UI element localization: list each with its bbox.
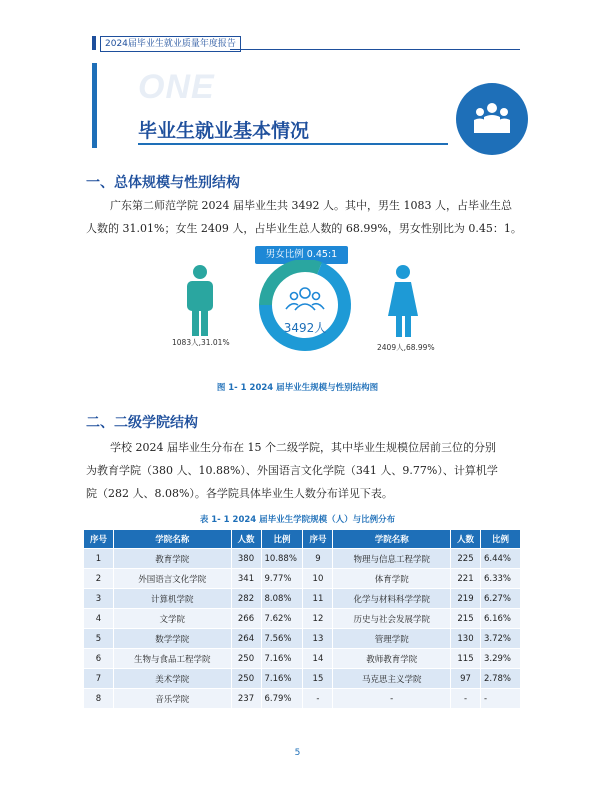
cell-ratio: 9.77% [261, 569, 303, 589]
cell-college: 化学与材料科学学院 [333, 589, 451, 609]
section-2-paragraph-line-1: 学校 2024 届毕业生分布在 15 个二级学院，其中毕业生规模位居前三位的分别 [110, 441, 496, 454]
male-icon [187, 265, 213, 336]
header-ratio: 比例 [261, 530, 303, 549]
cell-ratio: 7.62% [261, 609, 303, 629]
chapter-title: 毕业生就业基本情况 [138, 120, 310, 142]
cell-count: 219 [451, 589, 481, 609]
cell-count: 250 [231, 649, 261, 669]
cell-college: 美术学院 [113, 669, 231, 689]
table-caption: 表 1- 1 2024 届毕业生学院规模（人）与比例分布 [199, 515, 396, 525]
header-accent-bar [92, 36, 96, 50]
cell-count: 250 [231, 669, 261, 689]
table-row [84, 549, 521, 569]
table-row [84, 689, 521, 709]
cell-index: 7 [84, 669, 114, 689]
cell-count: 237 [231, 689, 261, 709]
table-row [84, 609, 521, 629]
cell-ratio: 7.16% [261, 669, 303, 689]
header-index: 序号 [84, 530, 114, 549]
cell-college: 外国语言文化学院 [113, 569, 231, 589]
table-row [84, 569, 521, 589]
cell-index: 1 [84, 549, 114, 569]
table-header-row [84, 530, 521, 549]
table-row [84, 589, 521, 609]
cell-count: 225 [451, 549, 481, 569]
cell-index: 8 [84, 689, 114, 709]
cell-index: 12 [303, 609, 333, 629]
cell-index: 6 [84, 649, 114, 669]
cell-college: 教师教育学院 [333, 649, 451, 669]
cell-college: 文学院 [113, 609, 231, 629]
figure-caption: 图 1- 1 2024 届毕业生规模与性别结构图 [216, 383, 379, 393]
cell-count: 221 [451, 569, 481, 589]
header-rule [230, 49, 520, 50]
people-group-icon [456, 83, 528, 155]
gender-ratio-badge: 男女比例 0.45:1 [255, 246, 348, 264]
header-index: 序号 [303, 530, 333, 549]
cell-count: - [451, 689, 481, 709]
report-header-title: 2024届毕业生就业质量年度报告 [100, 36, 241, 52]
cell-college: 历史与社会发展学院 [333, 609, 451, 629]
cell-ratio: 7.16% [261, 649, 303, 669]
section-2-title: 二、二级学院结构 [86, 415, 198, 431]
header-count: 人数 [451, 530, 481, 549]
cell-college: 生物与食品工程学院 [113, 649, 231, 669]
cell-college: 音乐学院 [113, 689, 231, 709]
cell-ratio: 6.16% [480, 609, 520, 629]
cell-index: - [303, 689, 333, 709]
section-2-paragraph-line-2: 为教育学院（380 人、10.88%）、外国语言文化学院（341 人、9.77%）、计算机学 [86, 464, 498, 477]
cell-count: 130 [451, 629, 481, 649]
cell-index: 14 [303, 649, 333, 669]
cell-count: 215 [451, 609, 481, 629]
cell-index: 2 [84, 569, 114, 589]
chapter-underline [138, 143, 448, 145]
header-ratio: 比例 [480, 530, 520, 549]
page-number: 5 [294, 748, 301, 758]
header-college: 学院名称 [333, 530, 451, 549]
cell-index: 3 [84, 589, 114, 609]
cell-count: 380 [231, 549, 261, 569]
cell-index: 11 [303, 589, 333, 609]
section-2-paragraph-line-3: 院（282 人、8.08%）。各学院具体毕业生人数分布详见下表。 [86, 487, 393, 500]
cell-ratio: 6.44% [480, 549, 520, 569]
people-outline-icon [286, 288, 324, 310]
cell-count: 266 [231, 609, 261, 629]
cell-ratio: 10.88% [261, 549, 303, 569]
cell-count: 97 [451, 669, 481, 689]
cell-ratio: 6.27% [480, 589, 520, 609]
cell-college: 数学学院 [113, 629, 231, 649]
cell-count: 341 [231, 569, 261, 589]
cell-index: 10 [303, 569, 333, 589]
cell-ratio: 3.29% [480, 649, 520, 669]
cell-index: 4 [84, 609, 114, 629]
cell-ratio: 6.33% [480, 569, 520, 589]
cell-ratio: 6.79% [261, 689, 303, 709]
cell-ratio: - [480, 689, 520, 709]
male-value-label: 1083人,31.01% [172, 338, 230, 347]
section-1-title: 一、总体规模与性别结构 [86, 175, 240, 191]
cell-count: 282 [231, 589, 261, 609]
cell-college: 教育学院 [113, 549, 231, 569]
cell-college: 马克思主义学院 [333, 669, 451, 689]
cell-index: 9 [303, 549, 333, 569]
section-1-paragraph-line-1: 广东第二师范学院 2024 届毕业生共 3492 人。其中，男生 1083 人，占毕业生总 [110, 199, 512, 212]
college-distribution-table [83, 529, 521, 709]
chapter-number-word: ONE [138, 68, 215, 106]
cell-college: 体育学院 [333, 569, 451, 589]
cell-index: 5 [84, 629, 114, 649]
cell-college: 物理与信息工程学院 [333, 549, 451, 569]
female-value-label: 2409人,68.99% [377, 343, 435, 352]
cell-ratio: 2.78% [480, 669, 520, 689]
cell-college: 计算机学院 [113, 589, 231, 609]
table-row [84, 669, 521, 689]
chapter-accent-stripe [92, 63, 97, 148]
cell-index: 13 [303, 629, 333, 649]
header-college: 学院名称 [113, 530, 231, 549]
cell-index: 15 [303, 669, 333, 689]
donut-center-total: 3492人 [283, 321, 327, 335]
cell-ratio: 8.08% [261, 589, 303, 609]
cell-count: 264 [231, 629, 261, 649]
cell-ratio: 3.72% [480, 629, 520, 649]
table-row [84, 629, 521, 649]
cell-college: 管理学院 [333, 629, 451, 649]
cell-count: 115 [451, 649, 481, 669]
gender-donut-chart [259, 260, 351, 351]
table-row [84, 649, 521, 669]
header-count: 人数 [231, 530, 261, 549]
section-1-paragraph-line-2: 人数的 31.01%；女生 2409 人，占毕业生总人数的 68.99%，男女性别比为 0.45：1。 [86, 222, 522, 235]
cell-college: - [333, 689, 451, 709]
female-icon [388, 265, 418, 337]
cell-ratio: 7.56% [261, 629, 303, 649]
